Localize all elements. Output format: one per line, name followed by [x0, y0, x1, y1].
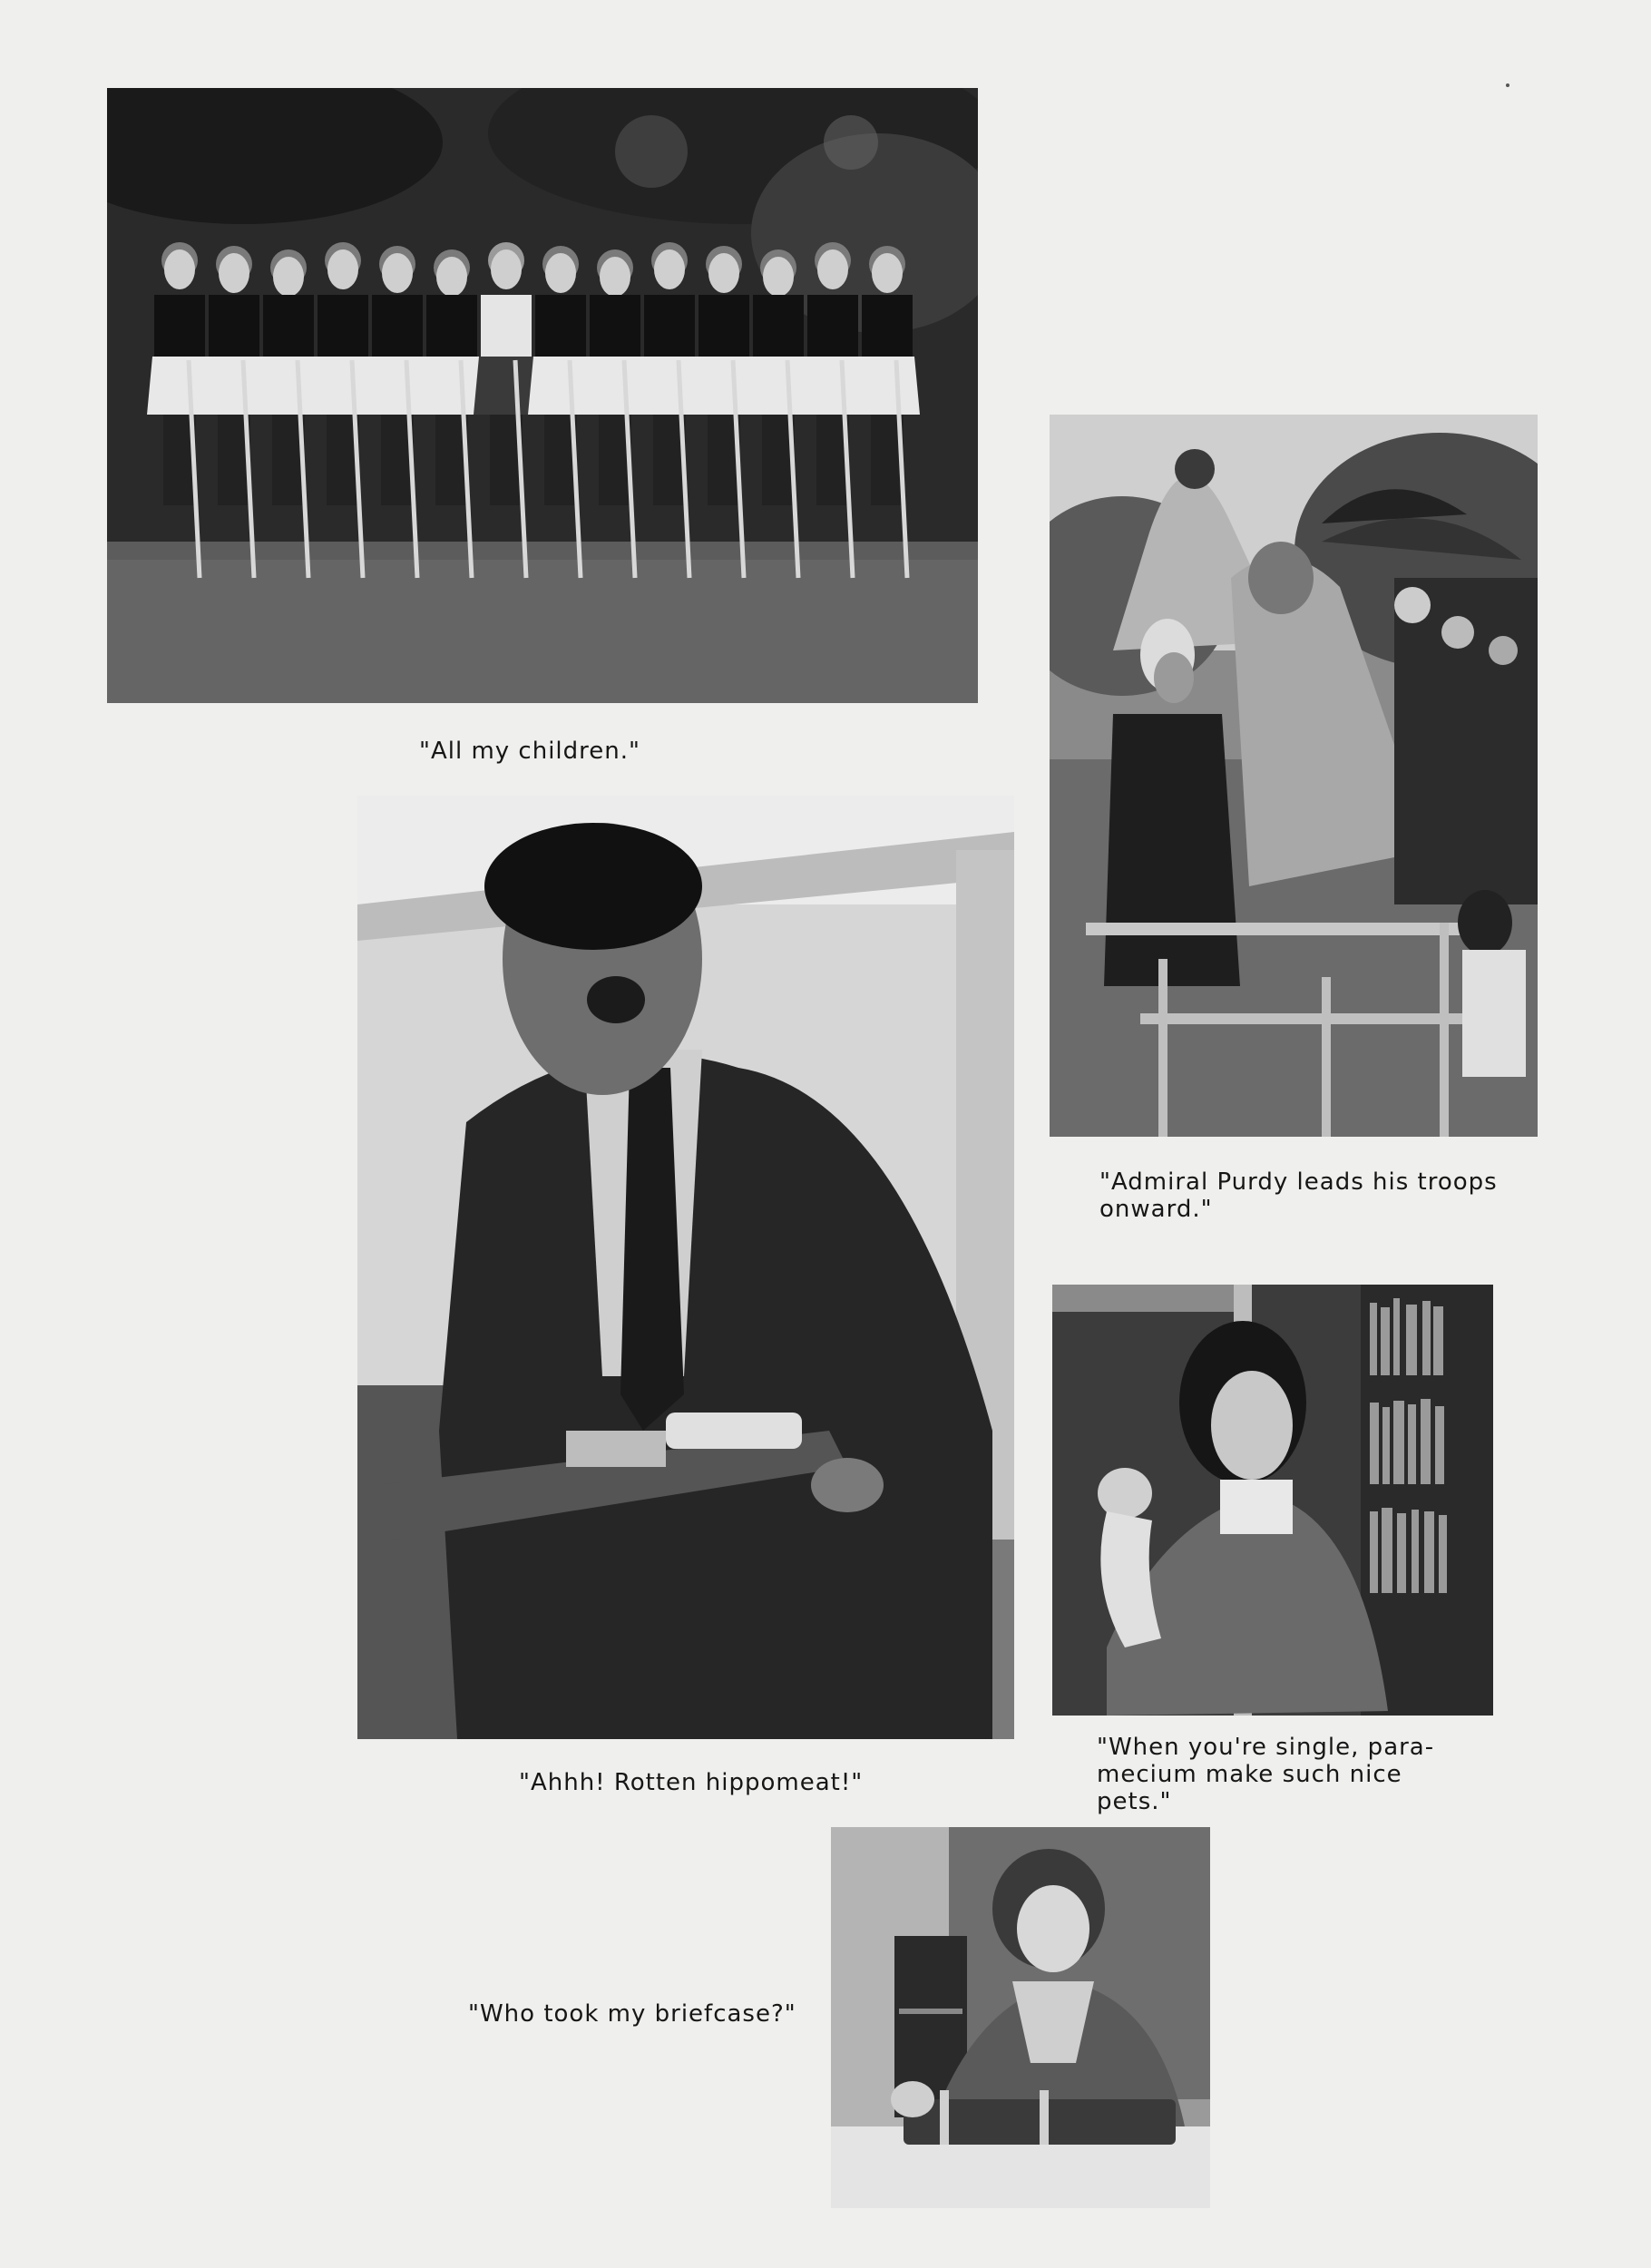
- hippo-caption: [519, 1769, 863, 1796]
- hippo-caption-text: "Ahhh! Rotten hippomeat!": [519, 1769, 864, 1796]
- single-caption-line-1: "When you're single, para-: [1097, 1734, 1435, 1761]
- dust-speck: [1506, 83, 1509, 87]
- purdy-caption: [1099, 1168, 1498, 1223]
- woman-desk-photo: [831, 1827, 1210, 2208]
- purdy-caption-line-2: onward.": [1099, 1196, 1213, 1223]
- briefcase-caption: [468, 2000, 796, 2028]
- spectators-photo: [1050, 415, 1538, 1137]
- briefcase-caption-text: "Who took my briefcase?": [468, 2000, 796, 2028]
- single-caption-line-3: pets.": [1097, 1788, 1172, 1815]
- teacher-tray-photo: [357, 796, 1014, 1739]
- woman-laughing-photo: [1052, 1285, 1493, 1716]
- single-caption: [1097, 1734, 1434, 1815]
- team-caption: [419, 738, 640, 765]
- team-caption-text: "All my children.": [419, 738, 640, 765]
- single-caption-line-2: mecium make such nice: [1097, 1761, 1402, 1788]
- purdy-caption-line-1: "Admiral Purdy leads his troops: [1099, 1168, 1498, 1196]
- team-photo: [107, 88, 978, 703]
